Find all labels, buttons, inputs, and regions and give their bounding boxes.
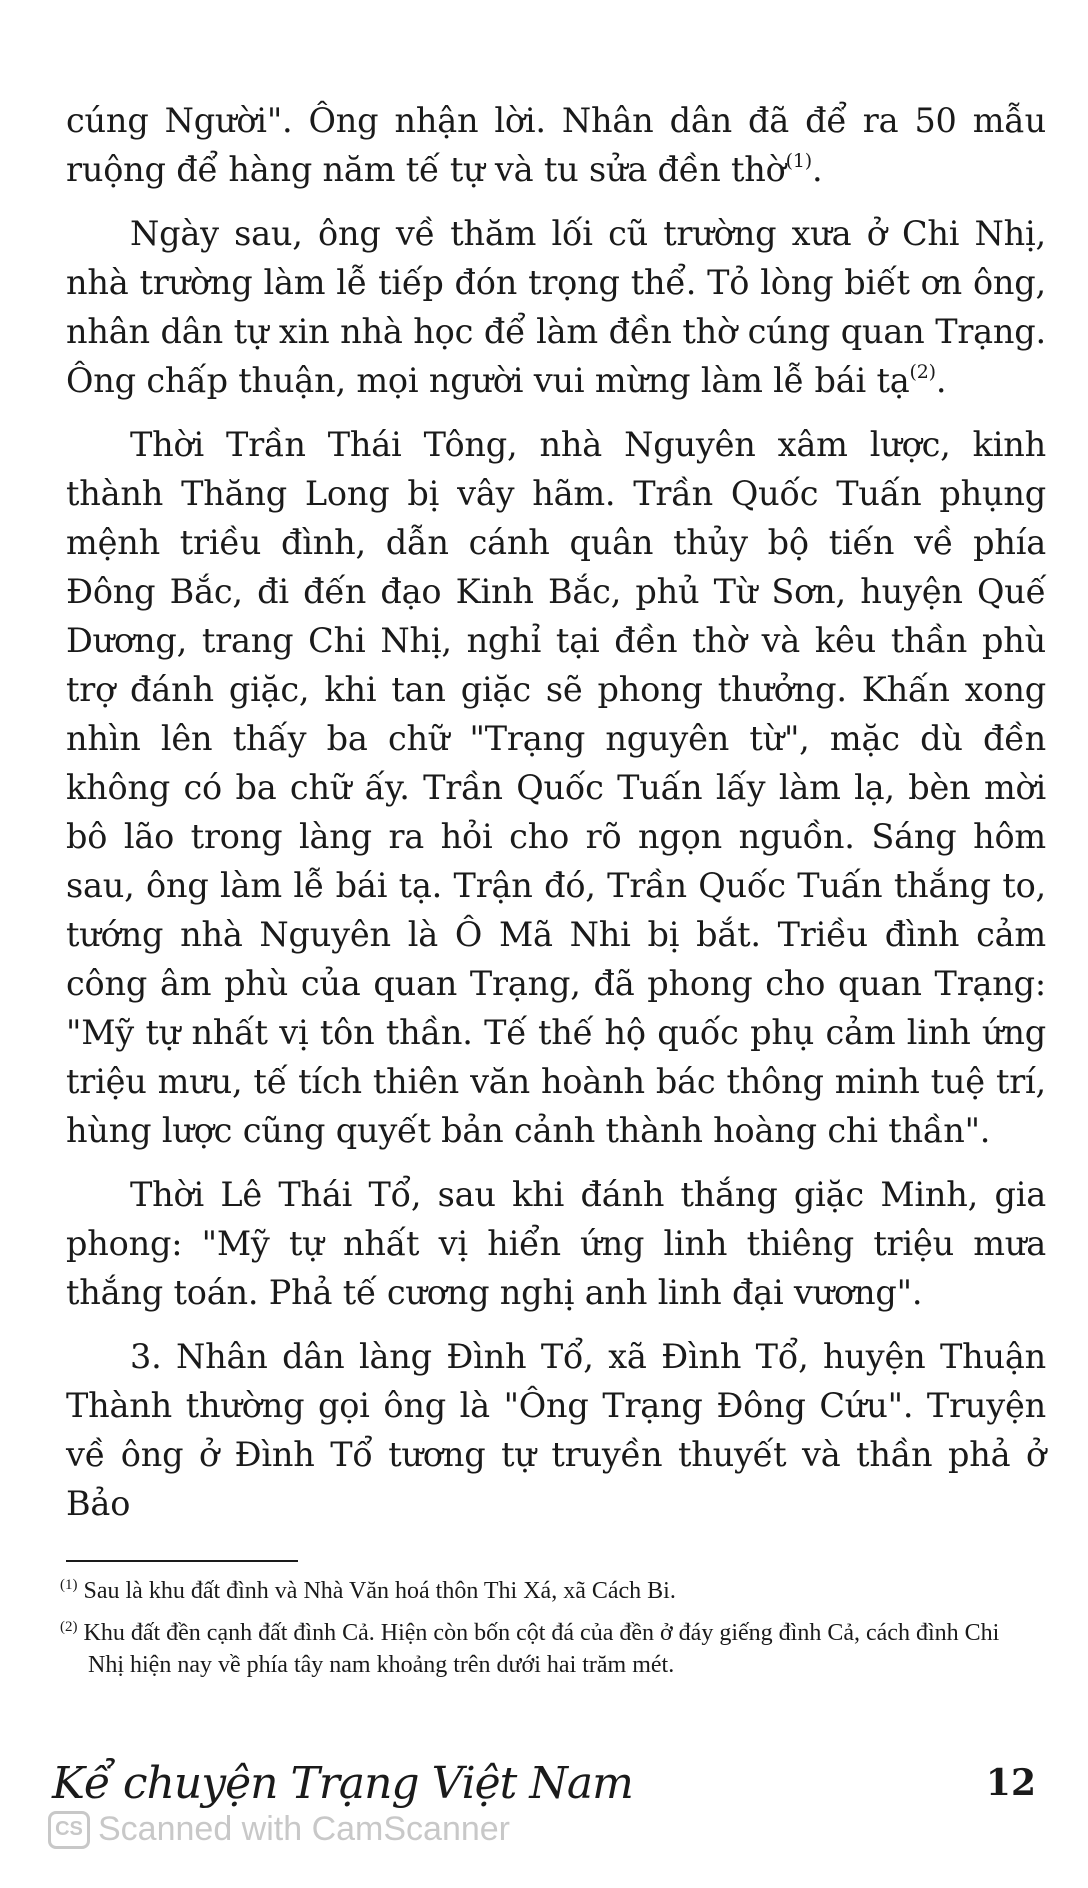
- footnote-ref-2[interactable]: (2): [909, 361, 936, 383]
- footnote-1: $^{(1)}$ Sau là khu đất đình và Nhà Văn hoá thôn Thi Xá, xã Cách Bi.: [60, 1577, 676, 1604]
- footnote-mark-2: (2): [60, 1619, 78, 1635]
- footnote-mark-1: (1): [60, 1577, 78, 1593]
- main-text: [66, 96, 1046, 1543]
- paragraph-2: Ngày sau, ông về thăm lối cũ trường xưa ở Chi Nhị, nhà trường làm lễ tiếp đón trọng thể. Tỏ lòng biết ơn ông, nhân dân tự xin nhà học để làm đền thờ cúng quan Trạng. Ông chấp thuận, mọi người vui mừng làm lễ bái tạ$^{(2)}$.: [66, 214, 1046, 400]
- camscanner-logo-icon: CS: [48, 1811, 90, 1849]
- paragraph-4: Thời Lê Thái Tổ, sau khi đánh thắng giặc Minh, gia phong: "Mỹ tự nhất vị hiển ứng linh thiêng triệu mưa thắng toán. Phả tế cương nghị anh linh đại vương".: [66, 1175, 1046, 1312]
- footnotes: [60, 1575, 1040, 1691]
- scanner-watermark: [48, 1810, 510, 1849]
- book-title: Kể chuyện Trạng Việt Nam: [52, 1758, 633, 1809]
- paragraph-3: Thời Trần Thái Tông, nhà Nguyên xâm lược, kinh thành Thăng Long bị vây hãm. Trần Quốc Tuấn phụng mệnh triều đình, dẫn cánh quân thủy bộ tiến về phía Đông Bắc, đi đến đạo Kinh Bắc, phủ Từ Sơn, huyện Quế Dương, trang Chi Nhị, nghỉ tại đền thờ và kêu thần phù trợ đánh giặc, khi tan giặc sẽ phong thưởng. Khấn xong nhìn lên thấy ba chữ "Trạng nguyên từ", mặc dù đền không có ba chữ ấy. Trần Quốc Tuấn lấy làm lạ, bèn mời bô lão trong làng ra hỏi cho rõ ngọn nguồn. Sáng hôm sau, ông làm lễ bái tạ. Trận đó, Trần Quốc Tuấn thắng to, tướng nhà Nguyên là Ô Mã Nhi bị bắt. Triều đình cảm công âm phù của quan Trạng, đã phong cho quan Trạng: "Mỹ tự nhất vị tôn thần. Tế thế hộ quốc phụ cảm linh ứng triệu mưu, tế tích thiên văn hoành bác thông minh tuệ trí, hùng lược cũng quyết bản cảnh thành hoàng chi thần".: [66, 425, 1046, 1150]
- footnote-ref-1[interactable]: (1): [785, 150, 812, 172]
- paragraph-5: 3. Nhân dân làng Đình Tổ, xã Đình Tổ, huyện Thuận Thành thường gọi ông là "Ông Trạng Đông Cứu". Truyện về ông ở Đình Tổ tương tự truyền thuyết và thần phả ở Bảo: [66, 1337, 1046, 1523]
- paragraph-1: cúng Người". Ông nhận lời. Nhân dân đã để ra 50 mẫu ruộng để hàng năm tế tự và tu sửa đền thờ$^{(1)}$.: [66, 101, 1046, 189]
- page-number: 12: [985, 1762, 1036, 1804]
- footnote-divider: [66, 1560, 298, 1562]
- footnote-2: $^{(2)}$ Khu đất đền cạnh đất đình Cả. Hiện còn bốn cột đá của đền ở đáy giếng đình Cả, cách đình Chi Nhị hiện nay về phía tây nam khoảng trên dưới hai trăm mét.: [60, 1619, 1000, 1678]
- watermark-text: Scanned with CamScanner: [98, 1810, 511, 1848]
